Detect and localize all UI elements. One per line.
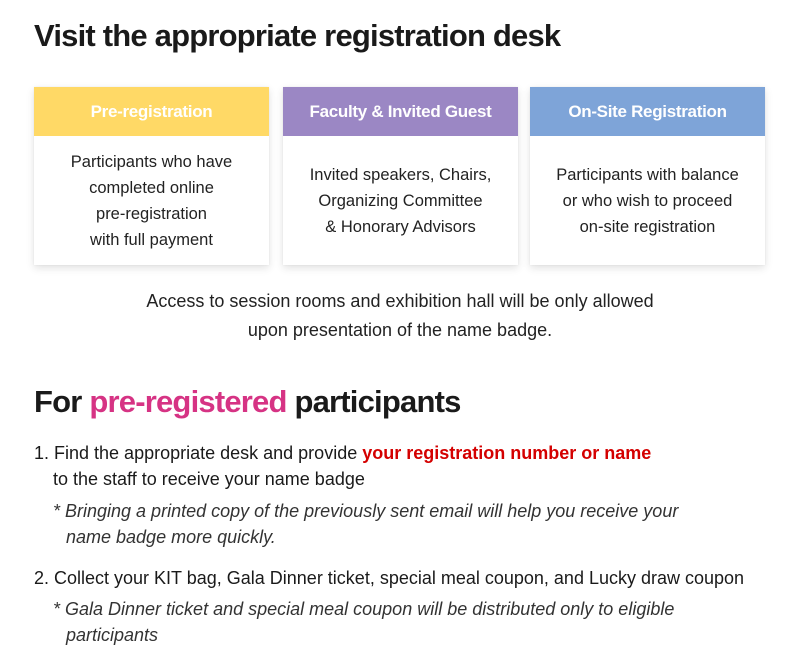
desk-card-text-line: Invited speakers, Chairs, — [309, 165, 492, 184]
desk-card-header: Pre-registration — [34, 87, 269, 136]
desk-card-pre-registration — [34, 87, 269, 265]
section-title-suffix: participants — [286, 384, 461, 419]
desk-card-body — [283, 136, 518, 265]
step-1-highlight: your registration number or name — [362, 443, 652, 463]
desk-card-text-line: Organizing Committee — [318, 191, 483, 210]
step-2 — [34, 565, 744, 591]
step-2-text: 2. Collect your KIT bag, Gala Dinner ticket, special meal coupon, and Lucky draw coupon — [34, 568, 745, 588]
desk-card-text-line: & Honorary Advisors — [325, 217, 476, 236]
desk-card-header: On-Site Registration — [530, 87, 765, 136]
access-notice-line: Access to session rooms and exhibition hall will be only allowed — [146, 291, 654, 311]
step-1-note-line2: name badge more quickly. — [66, 527, 276, 547]
step-1-note — [53, 498, 678, 550]
access-notice — [0, 287, 800, 345]
desk-card-on-site-registration — [530, 87, 765, 265]
desk-card-body — [530, 136, 765, 265]
page-title: Visit the appropriate registration desk — [34, 18, 561, 53]
desk-card-header: Faculty & Invited Guest — [283, 87, 518, 136]
step-2-note — [53, 596, 674, 648]
desk-card-body — [34, 136, 269, 265]
desk-card-faculty-invited-guest — [283, 87, 518, 265]
desk-card-text-line: Participants with balance — [556, 165, 739, 184]
desk-card-text-line: pre-registration — [96, 204, 207, 223]
desk-card-text-line: Participants who have — [70, 152, 233, 171]
desk-card-text-line: on-site registration — [579, 217, 716, 236]
desk-card-text-line: with full payment — [90, 230, 213, 249]
step-1 — [34, 440, 651, 492]
desk-card-text-line: completed online — [89, 178, 214, 197]
access-notice-line: upon presentation of the name badge. — [247, 320, 553, 340]
step-1-text-line2: to the staff to receive your name badge — [53, 469, 365, 489]
section-title-highlight: pre-registered — [89, 384, 287, 419]
step-2-note-line2: participants — [66, 625, 159, 645]
step-1-text: 1. Find the appropriate desk and provide — [34, 443, 363, 463]
section-title-prefix: For — [34, 384, 90, 419]
section-title-pre-registered — [34, 384, 461, 420]
desk-card-text-line: or who wish to proceed — [562, 191, 733, 210]
step-1-note-line1: * Bringing a printed copy of the previously sent email will help you receive your — [53, 501, 679, 521]
step-2-note-line1: * Gala Dinner ticket and special meal coupon will be distributed only to eligible — [53, 599, 675, 619]
